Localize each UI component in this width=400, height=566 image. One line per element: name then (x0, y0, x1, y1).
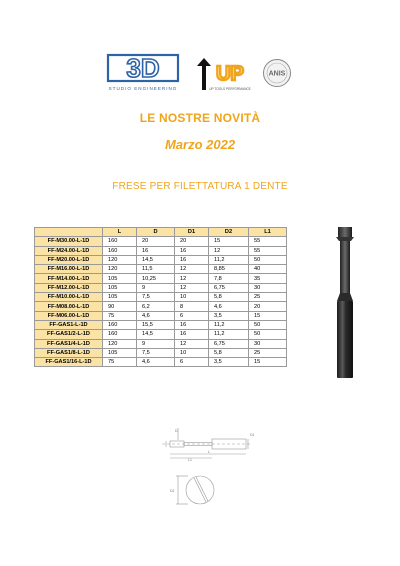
dimension-cell: 12 (175, 339, 209, 348)
dimension-cell: 10 (175, 293, 209, 302)
dimension-cell: 11,2 (209, 320, 249, 329)
logo-row (104, 52, 300, 100)
header-cell: D2 (209, 228, 249, 237)
dimension-cell: 15 (249, 358, 287, 367)
table-row (35, 283, 287, 292)
anis-seal-logo (262, 58, 292, 88)
dimension-cell: 9 (137, 339, 175, 348)
dimension-cell: 50 (249, 320, 287, 329)
dimension-cell: 4,6 (209, 302, 249, 311)
dimension-cell: 160 (103, 330, 137, 339)
dimension-cell: 3,5 (209, 358, 249, 367)
dimension-cell: 6,75 (209, 339, 249, 348)
table-row (35, 348, 287, 357)
dimension-cell: 14,5 (137, 255, 175, 264)
dimension-cell: 55 (249, 237, 287, 246)
dimension-cell: 35 (249, 274, 287, 283)
table-row (35, 330, 287, 339)
dimension-cell: 16 (175, 330, 209, 339)
seal-text: ANIS (268, 70, 286, 78)
dimension-cell: 55 (249, 246, 287, 255)
dimension-cell: 8 (175, 302, 209, 311)
dimension-cell: 25 (249, 293, 287, 302)
dimension-cell: 6,2 (137, 302, 175, 311)
dimension-cell: 12 (175, 283, 209, 292)
drawing-label-d: D (175, 429, 178, 433)
dimensions-table (34, 227, 287, 367)
product-code-cell: FF-GAS1-L-1D (35, 320, 103, 329)
dimension-cell: 105 (103, 348, 137, 357)
dimension-cell: 6 (175, 311, 209, 320)
dimension-cell: 4,6 (137, 358, 175, 367)
table-header-row (35, 228, 287, 237)
dimension-cell: 7,5 (137, 348, 175, 357)
table-row (35, 339, 287, 348)
dimension-cell: 50 (249, 330, 287, 339)
product-code-cell: FF-GAS1/2-L-1D (35, 330, 103, 339)
dimension-cell: 14,5 (137, 330, 175, 339)
tool-side-drawing (160, 424, 254, 462)
page-title: LE NOSTRE NOVITÀ (139, 111, 261, 125)
dimension-cell: 160 (103, 237, 137, 246)
table-row (35, 274, 287, 283)
product-code-cell: FF-GAS1/16-L-1D (35, 358, 103, 367)
dimension-cell: 16 (137, 246, 175, 255)
dimension-cell: 12 (175, 265, 209, 274)
drawing-label-d2: D2 (170, 489, 175, 493)
dimension-cell: 4,6 (137, 311, 175, 320)
dimension-cell: 5,8 (209, 293, 249, 302)
dimension-cell: 105 (103, 293, 137, 302)
dimension-cell: 25 (249, 348, 287, 357)
dimension-cell: 105 (103, 274, 137, 283)
drawing-label-l1: L1 (188, 458, 192, 462)
header-cell: L1 (249, 228, 287, 237)
product-code-cell: FF-M16.00-L-1D (35, 265, 103, 274)
drawing-label-d1: D1 (250, 433, 255, 437)
product-code-cell: FF-M24.00-L-1D (35, 246, 103, 255)
dimension-cell: 12 (209, 246, 249, 255)
dimension-cell: 16 (175, 320, 209, 329)
tool-end-drawing (168, 470, 228, 510)
dimension-cell: 8,85 (209, 265, 249, 274)
product-code-cell: FF-M08.00-L-1D (35, 302, 103, 311)
studio-engineering-logo (104, 52, 182, 96)
dimension-cell: 160 (103, 246, 137, 255)
header-cell: D (137, 228, 175, 237)
product-code-cell: FF-M20.00-L-1D (35, 255, 103, 264)
dimension-cell: 10 (175, 348, 209, 357)
dimension-cell: 11,2 (209, 330, 249, 339)
dimension-cell: 75 (103, 311, 137, 320)
table-row (35, 237, 287, 246)
dimension-cell: 7,5 (137, 293, 175, 302)
dimension-cell: 120 (103, 339, 137, 348)
dimension-cell: 20 (249, 302, 287, 311)
dimension-cell: 12 (175, 274, 209, 283)
header-code-empty (35, 228, 103, 237)
product-code-cell: FF-M14.00-L-1D (35, 274, 103, 283)
dimension-cell: 6,75 (209, 283, 249, 292)
table-row (35, 293, 287, 302)
header-cell: L (103, 228, 137, 237)
table-row (35, 246, 287, 255)
dimension-cell: 7,8 (209, 274, 249, 283)
dimension-cell: 20 (175, 237, 209, 246)
dimension-cell: 6 (175, 358, 209, 367)
header-cell: D1 (175, 228, 209, 237)
table-row (35, 358, 287, 367)
dimension-cell: 30 (249, 339, 287, 348)
dimension-cell: 40 (249, 265, 287, 274)
dimension-cell: 15 (209, 237, 249, 246)
dimension-cell: 11,5 (137, 265, 175, 274)
dimension-cell: 120 (103, 255, 137, 264)
thread-mill-image (327, 226, 363, 380)
dimension-cell: 15 (249, 311, 287, 320)
logo-3d-text: 3D (126, 53, 160, 83)
table-row (35, 302, 287, 311)
product-code-cell: FF-M10.00-L-1D (35, 293, 103, 302)
product-code-cell: FF-M30.00-L-1D (35, 237, 103, 246)
section-title: FRESE PER FILETTATURA 1 DENTE (112, 181, 288, 192)
table-row (35, 265, 287, 274)
dimension-cell: 75 (103, 358, 137, 367)
table-row (35, 320, 287, 329)
dimension-cell: 120 (103, 265, 137, 274)
dimension-cell: 15,5 (137, 320, 175, 329)
page-subtitle: Marzo 2022 (164, 137, 236, 152)
dimension-cell: 90 (103, 302, 137, 311)
dimension-cell: 11,2 (209, 255, 249, 264)
up-tools-logo (194, 56, 252, 94)
dimension-cell: 30 (249, 283, 287, 292)
dimension-cell: 5,8 (209, 348, 249, 357)
product-code-cell: FF-GAS1/8-L-1D (35, 348, 103, 357)
dimension-cell: 10,25 (137, 274, 175, 283)
dimension-cell: 16 (175, 246, 209, 255)
logo-up-text: UP (216, 63, 244, 85)
table-header (35, 228, 287, 237)
product-code-cell: FF-GAS1/4-L-1D (35, 339, 103, 348)
table-row (35, 255, 287, 264)
dimension-cell: 16 (175, 255, 209, 264)
dimension-cell: 20 (137, 237, 175, 246)
product-code-cell: FF-M06.00-L-1D (35, 311, 103, 320)
logo-up-caption: UP TOOLS PERFORMANCE (209, 87, 251, 91)
dimension-cell: 105 (103, 283, 137, 292)
table-body (35, 237, 287, 367)
drawing-label-l: L (208, 450, 210, 454)
product-code-cell: FF-M12.00-L-1D (35, 283, 103, 292)
logo-3d-caption: STUDIO ENGINEERING (108, 86, 178, 91)
table-row (35, 311, 287, 320)
dimension-cell: 9 (137, 283, 175, 292)
dimension-cell: 50 (249, 255, 287, 264)
dimension-cell: 160 (103, 320, 137, 329)
dimension-cell: 3,5 (209, 311, 249, 320)
